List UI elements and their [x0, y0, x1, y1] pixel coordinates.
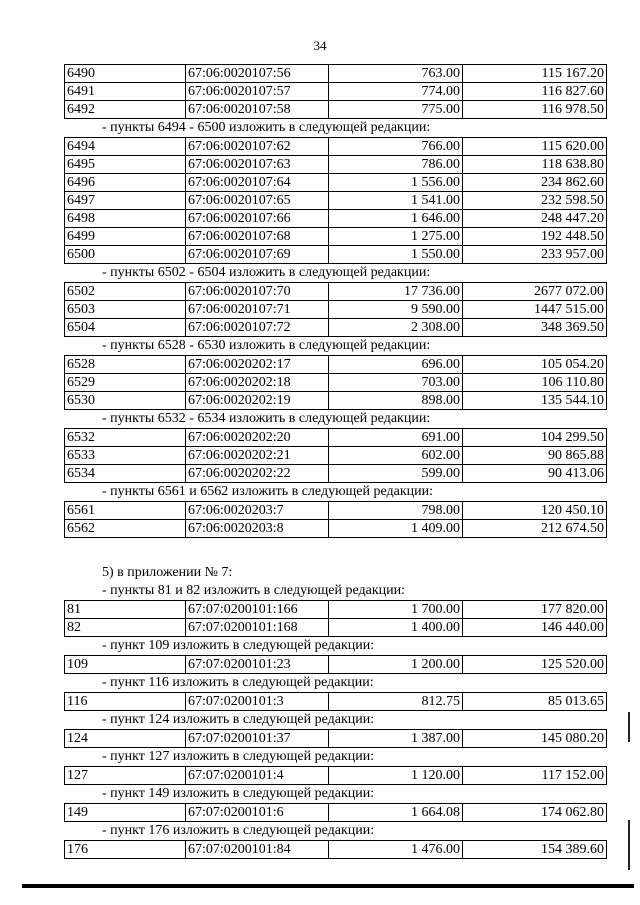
area-cell: 1 700.00	[329, 601, 463, 619]
value-cell: 90 865.88	[463, 447, 607, 465]
area-cell: 798.00	[329, 502, 463, 520]
item-number-cell: 6503	[65, 301, 186, 319]
cadastral-number-cell: 67:07:0200101:4	[186, 767, 329, 785]
area-cell: 691.00	[329, 429, 463, 447]
cadastral-number-cell: 67:07:0200101:168	[186, 619, 329, 637]
table-row	[65, 374, 607, 392]
area-cell: 1 550.00	[329, 246, 463, 264]
page-number: 34	[313, 38, 327, 53]
table-row	[65, 65, 607, 83]
table-row	[65, 174, 607, 192]
parcel-table	[64, 282, 607, 337]
value-cell: 120 450.10	[463, 502, 607, 520]
table-row	[65, 619, 607, 637]
area-cell: 775.00	[329, 101, 463, 119]
parcel-table	[64, 766, 607, 785]
instruction-line: - пункты 6494 - 6500 изложить в следующей редакции:	[102, 120, 431, 135]
section-heading: 5) в приложении № 7:	[102, 565, 233, 580]
item-number-cell: 6497	[65, 192, 186, 210]
cadastral-number-cell: 67:06:0020202:18	[186, 374, 329, 392]
area-cell: 696.00	[329, 356, 463, 374]
item-number-cell: 6491	[65, 83, 186, 101]
cadastral-number-cell: 67:07:0200101:166	[186, 601, 329, 619]
value-cell: 115 620.00	[463, 138, 607, 156]
document-body	[64, 64, 606, 859]
cadastral-number-cell: 67:06:0020107:68	[186, 228, 329, 246]
cadastral-number-cell: 67:06:0020202:20	[186, 429, 329, 447]
item-number-cell: 6496	[65, 174, 186, 192]
table-row	[65, 138, 607, 156]
value-cell: 106 110.80	[463, 374, 607, 392]
item-number-cell: 6561	[65, 502, 186, 520]
value-cell: 116 827.60	[463, 83, 607, 101]
value-cell: 174 062.80	[463, 804, 607, 822]
parcel-table	[64, 655, 607, 674]
item-number-cell: 6530	[65, 392, 186, 410]
area-cell: 786.00	[329, 156, 463, 174]
value-cell: 2677 072.00	[463, 283, 607, 301]
table-row	[65, 447, 607, 465]
area-cell: 763.00	[329, 65, 463, 83]
cadastral-number-cell: 67:06:0020203:7	[186, 502, 329, 520]
item-number-cell: 6495	[65, 156, 186, 174]
area-cell: 1 400.00	[329, 619, 463, 637]
area-cell: 1 387.00	[329, 730, 463, 748]
item-number-cell: 124	[65, 730, 186, 748]
cadastral-number-cell: 67:06:0020107:62	[186, 138, 329, 156]
table-row	[65, 210, 607, 228]
value-cell: 117 152.00	[463, 767, 607, 785]
parcel-table	[64, 355, 607, 410]
area-cell: 602.00	[329, 447, 463, 465]
table-row	[65, 246, 607, 264]
table-row	[65, 283, 607, 301]
cadastral-number-cell: 67:07:0200101:37	[186, 730, 329, 748]
value-cell: 125 520.00	[463, 656, 607, 674]
area-cell: 766.00	[329, 138, 463, 156]
area-cell: 17 736.00	[329, 283, 463, 301]
table-row	[65, 228, 607, 246]
value-cell: 234 862.60	[463, 174, 607, 192]
table-row	[65, 804, 607, 822]
instruction-line: - пункты 81 и 82 изложить в следующей редакции:	[102, 583, 406, 598]
item-number-cell: 6529	[65, 374, 186, 392]
cadastral-number-cell: 67:07:0200101:84	[186, 841, 329, 859]
item-number-cell: 6532	[65, 429, 186, 447]
value-cell: 118 638.80	[463, 156, 607, 174]
cadastral-number-cell: 67:06:0020107:70	[186, 283, 329, 301]
item-number-cell: 6494	[65, 138, 186, 156]
instruction-line: - пункт 127 изложить в следующей редакции:	[102, 749, 375, 764]
value-cell: 115 167.20	[463, 65, 607, 83]
cadastral-number-cell: 67:06:0020202:17	[186, 356, 329, 374]
table-row	[65, 730, 607, 748]
item-number-cell: 6504	[65, 319, 186, 337]
instruction-line: - пункт 124 изложить в следующей редакции:	[102, 712, 375, 727]
table-row	[65, 520, 607, 538]
table-row	[65, 767, 607, 785]
value-cell: 145 080.20	[463, 730, 607, 748]
item-number-cell: 6492	[65, 101, 186, 119]
cadastral-number-cell: 67:06:0020107:72	[186, 319, 329, 337]
area-cell: 898.00	[329, 392, 463, 410]
instruction-line: - пункты 6561 и 6562 изложить в следующей редакции:	[102, 484, 434, 499]
table-row	[65, 192, 607, 210]
table-row	[65, 465, 607, 483]
cadastral-number-cell: 67:07:0200101:23	[186, 656, 329, 674]
value-cell: 232 598.50	[463, 192, 607, 210]
table-row	[65, 656, 607, 674]
parcel-table	[64, 428, 607, 483]
item-number-cell: 81	[65, 601, 186, 619]
item-number-cell: 6534	[65, 465, 186, 483]
area-cell: 9 590.00	[329, 301, 463, 319]
value-cell: 135 544.10	[463, 392, 607, 410]
item-number-cell: 6533	[65, 447, 186, 465]
instruction-line: - пункт 116 изложить в следующей редакции:	[102, 675, 374, 690]
instruction-line: - пункт 176 изложить в следующей редакции:	[102, 823, 375, 838]
instruction-line: - пункты 6532 - 6534 изложить в следующей редакции:	[102, 411, 431, 426]
area-cell: 1 664.08	[329, 804, 463, 822]
table-row	[65, 83, 607, 101]
bottom-rule	[22, 884, 634, 888]
cadastral-number-cell: 67:06:0020202:21	[186, 447, 329, 465]
instruction-line: - пункты 6502 - 6504 изложить в следующей редакции:	[102, 265, 431, 280]
item-number-cell: 6499	[65, 228, 186, 246]
area-cell: 1 556.00	[329, 174, 463, 192]
table-row	[65, 841, 607, 859]
parcel-table	[64, 501, 607, 538]
area-cell: 2 308.00	[329, 319, 463, 337]
table-row	[65, 156, 607, 174]
value-cell: 85 013.65	[463, 693, 607, 711]
cadastral-number-cell: 67:06:0020203:8	[186, 520, 329, 538]
item-number-cell: 149	[65, 804, 186, 822]
cadastral-number-cell: 67:06:0020107:56	[186, 65, 329, 83]
parcel-table	[64, 600, 607, 637]
table-row	[65, 319, 607, 337]
value-cell: 348 369.50	[463, 319, 607, 337]
item-number-cell: 82	[65, 619, 186, 637]
parcel-table	[64, 840, 607, 859]
cadastral-number-cell: 67:06:0020107:69	[186, 246, 329, 264]
table-row	[65, 301, 607, 319]
scan-mark	[628, 712, 630, 742]
value-cell: 116 978.50	[463, 101, 607, 119]
item-number-cell: 109	[65, 656, 186, 674]
value-cell: 146 440.00	[463, 619, 607, 637]
item-number-cell: 6498	[65, 210, 186, 228]
area-cell: 599.00	[329, 465, 463, 483]
table-row	[65, 502, 607, 520]
area-cell: 1 646.00	[329, 210, 463, 228]
cadastral-number-cell: 67:07:0200101:6	[186, 804, 329, 822]
area-cell: 1 120.00	[329, 767, 463, 785]
value-cell: 1447 515.00	[463, 301, 607, 319]
instruction-line: - пункты 6528 - 6530 изложить в следующей редакции:	[102, 338, 431, 353]
item-number-cell: 116	[65, 693, 186, 711]
table-row	[65, 356, 607, 374]
instruction-line: - пункт 109 изложить в следующей редакции:	[102, 638, 375, 653]
area-cell: 1 476.00	[329, 841, 463, 859]
cadastral-number-cell: 67:06:0020202:19	[186, 392, 329, 410]
area-cell: 703.00	[329, 374, 463, 392]
instruction-line: - пункт 149 изложить в следующей редакции:	[102, 786, 375, 801]
table-row	[65, 429, 607, 447]
value-cell: 192 448.50	[463, 228, 607, 246]
area-cell: 1 409.00	[329, 520, 463, 538]
cadastral-number-cell: 67:06:0020107:66	[186, 210, 329, 228]
table-row	[65, 392, 607, 410]
table-row	[65, 101, 607, 119]
parcel-table	[64, 729, 607, 748]
value-cell: 233 957.00	[463, 246, 607, 264]
area-cell: 1 200.00	[329, 656, 463, 674]
item-number-cell: 6562	[65, 520, 186, 538]
area-cell: 774.00	[329, 83, 463, 101]
value-cell: 212 674.50	[463, 520, 607, 538]
area-cell: 1 275.00	[329, 228, 463, 246]
area-cell: 1 541.00	[329, 192, 463, 210]
value-cell: 248 447.20	[463, 210, 607, 228]
cadastral-number-cell: 67:06:0020107:64	[186, 174, 329, 192]
cadastral-number-cell: 67:06:0020107:71	[186, 301, 329, 319]
table-row	[65, 601, 607, 619]
item-number-cell: 6490	[65, 65, 186, 83]
cadastral-number-cell: 67:07:0200101:3	[186, 693, 329, 711]
cadastral-number-cell: 67:06:0020107:65	[186, 192, 329, 210]
cadastral-number-cell: 67:06:0020107:58	[186, 101, 329, 119]
cadastral-number-cell: 67:06:0020107:57	[186, 83, 329, 101]
parcel-table	[64, 64, 607, 119]
cadastral-number-cell: 67:06:0020202:22	[186, 465, 329, 483]
table-row	[65, 693, 607, 711]
value-cell: 104 299.50	[463, 429, 607, 447]
scan-mark	[628, 820, 630, 870]
parcel-table	[64, 692, 607, 711]
item-number-cell: 127	[65, 767, 186, 785]
cadastral-number-cell: 67:06:0020107:63	[186, 156, 329, 174]
item-number-cell: 176	[65, 841, 186, 859]
parcel-table	[64, 137, 607, 264]
value-cell: 177 820.00	[463, 601, 607, 619]
item-number-cell: 6500	[65, 246, 186, 264]
value-cell: 90 413.06	[463, 465, 607, 483]
area-cell: 812.75	[329, 693, 463, 711]
parcel-table	[64, 803, 607, 822]
value-cell: 105 054.20	[463, 356, 607, 374]
item-number-cell: 6528	[65, 356, 186, 374]
item-number-cell: 6502	[65, 283, 186, 301]
value-cell: 154 389.60	[463, 841, 607, 859]
